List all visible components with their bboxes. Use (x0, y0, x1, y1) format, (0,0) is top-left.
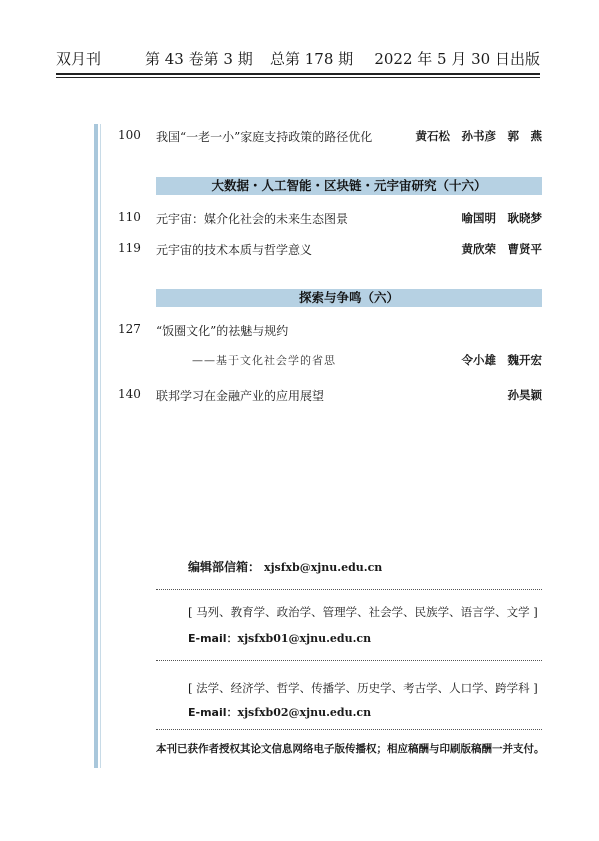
page-number: 110 (118, 210, 141, 224)
side-accent-bar (94, 124, 98, 768)
editor-email-link[interactable]: xjsfxb@xjnu.edu.cn (264, 561, 383, 574)
editor-mailbox-label: 编辑部信箱： (188, 560, 261, 574)
article-authors: 令小雄 魏开宏 (461, 353, 542, 367)
header-rule-thin (56, 77, 540, 78)
toc-entry[interactable] (118, 387, 542, 405)
toc-entry[interactable] (118, 128, 542, 146)
email-link-2[interactable]: xjsfxb02@xjnu.edu.cn (237, 706, 372, 719)
page-number: 119 (118, 241, 141, 255)
article-title: 元宇宙的技术本质与哲学意义 (156, 243, 313, 257)
article-authors: 孙昊颖 (507, 388, 542, 402)
email-line-2 (188, 704, 371, 720)
header-rule-thick (56, 73, 540, 75)
running-header (56, 48, 540, 70)
article-title: 联邦学习在金融产业的应用展望 (156, 389, 325, 403)
dotted-divider (156, 660, 542, 661)
page-number: 100 (118, 128, 141, 142)
section-heading: 大数据・人工智能・区块链・元宇宙研究（十六） (156, 177, 542, 195)
article-authors: 黄欣荣 曹贤平 (461, 242, 542, 256)
toc-entry[interactable] (118, 322, 542, 340)
toc-entry[interactable] (118, 241, 542, 259)
article-subtitle: ——基于文化社会学的省思 (192, 354, 336, 367)
email-line-1 (188, 630, 371, 646)
journal-frequency: 双月刊 (56, 50, 102, 68)
dotted-divider (156, 589, 542, 590)
side-accent-line (100, 124, 101, 768)
dotted-divider (156, 729, 542, 730)
email-link-1[interactable]: xjsfxb01@xjnu.edu.cn (237, 632, 372, 645)
copyright-notice: 本刊已获作者授权其论文信息网络电子版传播权；相应稿酬与印刷版稿酬一并支付。 (156, 743, 545, 755)
article-title: “饭圈文化”的祛魅与规约 (156, 324, 289, 338)
total-issue: 总第 178 期 (270, 50, 354, 68)
publish-date: 2022 年 5 月 30 日出版 (374, 50, 540, 68)
article-authors: 喻国明 耿晓梦 (461, 211, 542, 225)
article-title: 元宇宙：媒介化社会的未来生态图景 (156, 212, 349, 226)
email-label: E-mail： (188, 632, 238, 645)
toc-entry[interactable] (118, 210, 542, 228)
editor-mailbox (188, 558, 382, 575)
page-number: 140 (118, 387, 141, 401)
subject-list-2: [ 法学、经济学、哲学、传播学、历史学、考古学、人口学、跨学科 ] (188, 681, 538, 695)
subject-list-1: [ 马列、教育学、政治学、管理学、社会学、民族学、语言学、文学 ] (188, 605, 538, 619)
volume-issue: 第 43 卷第 3 期 (145, 50, 253, 68)
article-title: 我国“一老一小”家庭支持政策的路径优化 (156, 130, 373, 144)
article-authors: 黄石松 孙书彦 郭 燕 (415, 129, 542, 143)
page-number: 127 (118, 322, 141, 336)
section-heading: 探索与争鸣（六） (156, 289, 542, 307)
email-label: E-mail： (188, 706, 238, 719)
